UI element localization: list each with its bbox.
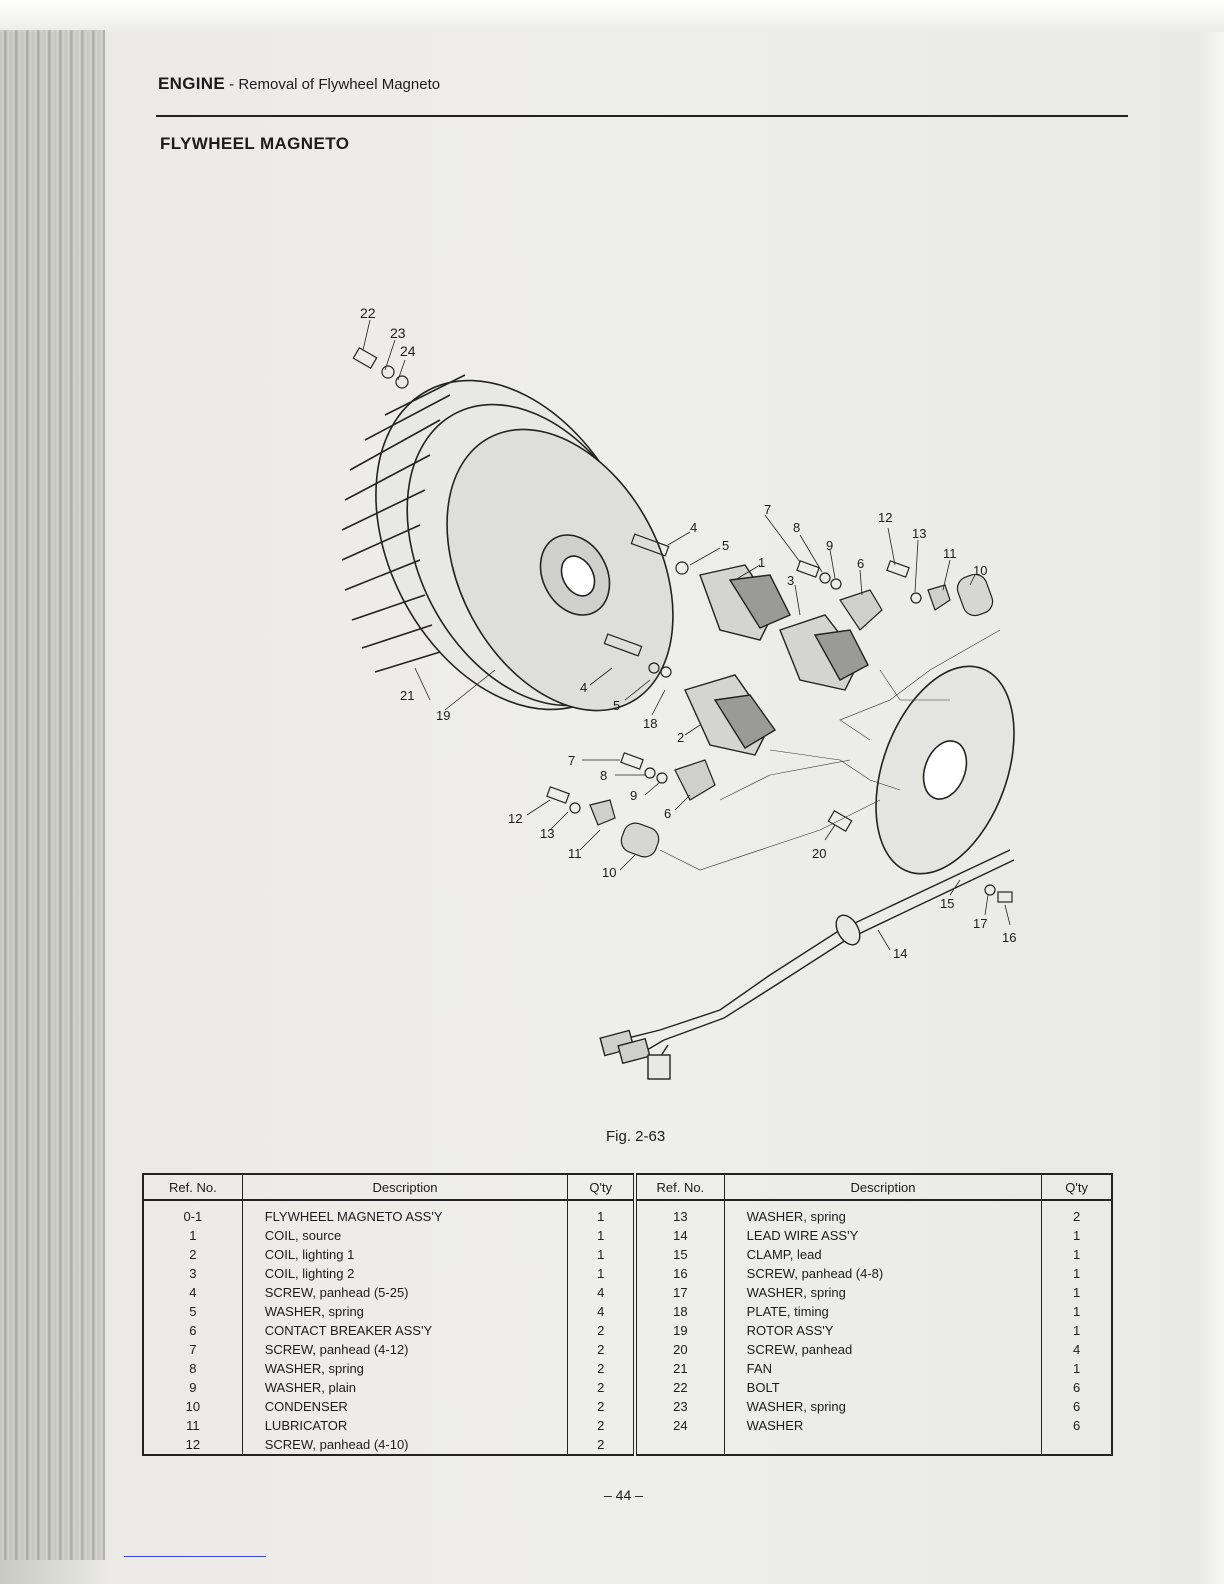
qty-cell: 1 <box>1073 1228 1081 1243</box>
table-row <box>143 1302 1112 1321</box>
underline-mark <box>124 1556 266 1557</box>
ref-cell: 24 <box>635 1416 724 1435</box>
header-desc-left: Description <box>242 1174 568 1200</box>
flywheel-rotor <box>322 334 719 756</box>
qty-cell: 6 <box>1073 1380 1081 1395</box>
header-qty-right: Q'ty <box>1042 1174 1112 1200</box>
desc-cell: WASHER <box>724 1416 1042 1435</box>
desc-cell: COIL, lighting 2 <box>242 1264 568 1283</box>
desc-cell: CLAMP, lead <box>724 1245 1042 1264</box>
qty-cell: 1 <box>1073 1323 1081 1338</box>
ref-cell: 21 <box>635 1359 724 1378</box>
ref-cell: 12 <box>143 1435 242 1455</box>
header-section: ENGINE <box>158 74 225 93</box>
desc-cell: SCREW, panhead <box>724 1340 1042 1359</box>
ref-cell: 20 <box>635 1340 724 1359</box>
desc-cell: WASHER, spring <box>724 1200 1042 1226</box>
qty-cell: 1 <box>1073 1304 1081 1319</box>
callout-19: 19 <box>436 708 451 723</box>
table-row <box>143 1378 1112 1397</box>
ref-cell: 18 <box>635 1302 724 1321</box>
header-subtitle: Removal of Flywheel Magneto <box>238 76 441 93</box>
qty-cell: 1 <box>1073 1247 1081 1262</box>
ref-cell: 4 <box>143 1283 242 1302</box>
qty-cell: 2 <box>568 1340 635 1359</box>
callout-24: 24 <box>400 343 416 359</box>
ref-cell <box>635 1435 724 1455</box>
table-row <box>143 1340 1112 1359</box>
callout-18: 18 <box>643 716 658 731</box>
callout-13b: 13 <box>540 826 555 841</box>
parts-table <box>142 1173 1113 1456</box>
callout-12: 12 <box>878 510 893 525</box>
qty-cell: 2 <box>568 1359 635 1378</box>
callout-21: 21 <box>400 688 415 703</box>
ref-cell: 23 <box>635 1397 724 1416</box>
callout-3: 3 <box>787 573 795 588</box>
desc-cell: COIL, source <box>242 1226 568 1245</box>
callout-22: 22 <box>360 305 376 321</box>
ref-cell: 19 <box>635 1321 724 1340</box>
ref-cell: 13 <box>635 1200 724 1226</box>
callout-8: 8 <box>793 520 801 535</box>
callout-8b: 8 <box>600 768 608 783</box>
qty-cell: 6 <box>1073 1399 1081 1414</box>
qty-cell: 2 <box>568 1378 635 1397</box>
table-row <box>143 1397 1112 1416</box>
ref-cell: 5 <box>143 1302 242 1321</box>
header-ref-right: Ref. No. <box>635 1174 724 1200</box>
table-header-row <box>143 1174 1112 1200</box>
qty-cell: 2 <box>568 1397 635 1416</box>
callout-17: 17 <box>973 916 988 931</box>
table-row <box>143 1200 1112 1226</box>
callout-11: 11 <box>943 546 957 561</box>
qty-cell: 1 <box>568 1264 635 1283</box>
callout-9b: 9 <box>630 788 638 803</box>
callout-2: 2 <box>677 730 685 745</box>
callout-9: 9 <box>826 538 834 553</box>
desc-cell: SCREW, panhead (4-8) <box>724 1264 1042 1283</box>
callout-23: 23 <box>390 325 406 341</box>
callout-10b: 10 <box>602 865 617 880</box>
ref-cell: 2 <box>143 1245 242 1264</box>
desc-cell: BOLT <box>724 1378 1042 1397</box>
callout-7: 7 <box>764 502 772 517</box>
qty-cell: 1 <box>568 1200 635 1226</box>
desc-cell: CONTACT BREAKER ASS'Y <box>242 1321 568 1340</box>
callout-5b: 5 <box>613 698 621 713</box>
desc-cell: WASHER, plain <box>242 1378 568 1397</box>
stator-plate <box>850 647 1040 892</box>
desc-cell: SCREW, panhead (4-12) <box>242 1340 568 1359</box>
page-number: – 44 – <box>604 1487 643 1503</box>
header-ref-left: Ref. No. <box>143 1174 242 1200</box>
desc-cell: PLATE, timing <box>724 1302 1042 1321</box>
table-row <box>143 1359 1112 1378</box>
qty-cell: 1 <box>1073 1285 1081 1300</box>
callout-15: 15 <box>940 896 955 911</box>
callout-6b: 6 <box>664 806 672 821</box>
qty-cell: 1 <box>568 1245 635 1264</box>
desc-cell: LEAD WIRE ASS'Y <box>724 1226 1042 1245</box>
qty-cell: 2 <box>568 1321 635 1340</box>
callout-10: 10 <box>973 563 988 578</box>
callout-13: 13 <box>912 526 927 541</box>
callout-14: 14 <box>893 946 908 961</box>
callout-4: 4 <box>690 520 698 535</box>
desc-cell: WASHER, spring <box>724 1397 1042 1416</box>
ref-cell: 22 <box>635 1378 724 1397</box>
ref-cell: 15 <box>635 1245 724 1264</box>
table-row <box>143 1226 1112 1245</box>
qty-cell: 1 <box>1073 1361 1081 1376</box>
table-row <box>143 1264 1112 1283</box>
ref-cell: 0-1 <box>143 1200 242 1226</box>
qty-cell: 4 <box>1073 1342 1081 1357</box>
qty-cell: 2 <box>1073 1209 1081 1224</box>
header-separator: - <box>224 76 239 93</box>
desc-cell <box>724 1435 1042 1455</box>
callout-12b: 12 <box>508 811 523 826</box>
callout-6: 6 <box>857 556 865 571</box>
lead-wire <box>600 850 1017 1079</box>
qty-cell: 1 <box>568 1226 635 1245</box>
desc-cell: WASHER, spring <box>242 1302 568 1321</box>
callout-4b: 4 <box>580 680 588 695</box>
desc-cell: WASHER, spring <box>724 1283 1042 1302</box>
callout-20: 20 <box>812 846 827 861</box>
ref-cell: 1 <box>143 1226 242 1245</box>
coils <box>685 565 868 755</box>
table-row <box>143 1321 1112 1340</box>
qty-cell: 1 <box>1073 1266 1081 1281</box>
desc-cell: CONDENSER <box>242 1397 568 1416</box>
qty-cell: 4 <box>568 1302 635 1321</box>
ref-cell: 11 <box>143 1416 242 1435</box>
ref-cell: 6 <box>143 1321 242 1340</box>
desc-cell: SCREW, panhead (4-10) <box>242 1435 568 1455</box>
table-row <box>143 1283 1112 1302</box>
ref-cell: 7 <box>143 1340 242 1359</box>
ref-cell: 9 <box>143 1378 242 1397</box>
callout-5: 5 <box>722 538 730 553</box>
qty-cell: 2 <box>568 1435 635 1455</box>
callout-16: 16 <box>1002 930 1017 945</box>
qty-cell: 6 <box>1073 1418 1081 1433</box>
desc-cell: FAN <box>724 1359 1042 1378</box>
ref-cell: 10 <box>143 1397 242 1416</box>
figure-caption: Fig. 2-63 <box>606 1128 666 1145</box>
desc-cell: WASHER, spring <box>242 1359 568 1378</box>
desc-cell: ROTOR ASS'Y <box>724 1321 1042 1340</box>
desc-cell: FLYWHEEL MAGNETO ASS'Y <box>242 1200 568 1226</box>
ref-cell: 17 <box>635 1283 724 1302</box>
table-row <box>143 1416 1112 1435</box>
callout-1: 1 <box>758 555 766 570</box>
callout-7b: 7 <box>568 753 576 768</box>
desc-cell: COIL, lighting 1 <box>242 1245 568 1264</box>
header-desc-right: Description <box>724 1174 1042 1200</box>
qty-cell: 2 <box>568 1416 635 1435</box>
callout-11b: 11 <box>568 846 582 861</box>
header-qty-left: Q'ty <box>568 1174 635 1200</box>
desc-cell: SCREW, panhead (5-25) <box>242 1283 568 1302</box>
qty-cell <box>1042 1435 1112 1455</box>
ref-cell: 16 <box>635 1264 724 1283</box>
desc-cell: LUBRICATOR <box>242 1416 568 1435</box>
ref-cell: 3 <box>143 1264 242 1283</box>
ref-cell: 8 <box>143 1359 242 1378</box>
page-title: FLYWHEEL MAGNETO <box>160 134 350 153</box>
table-row <box>143 1435 1112 1455</box>
ref-cell: 14 <box>635 1226 724 1245</box>
qty-cell: 4 <box>568 1283 635 1302</box>
table-row <box>143 1245 1112 1264</box>
